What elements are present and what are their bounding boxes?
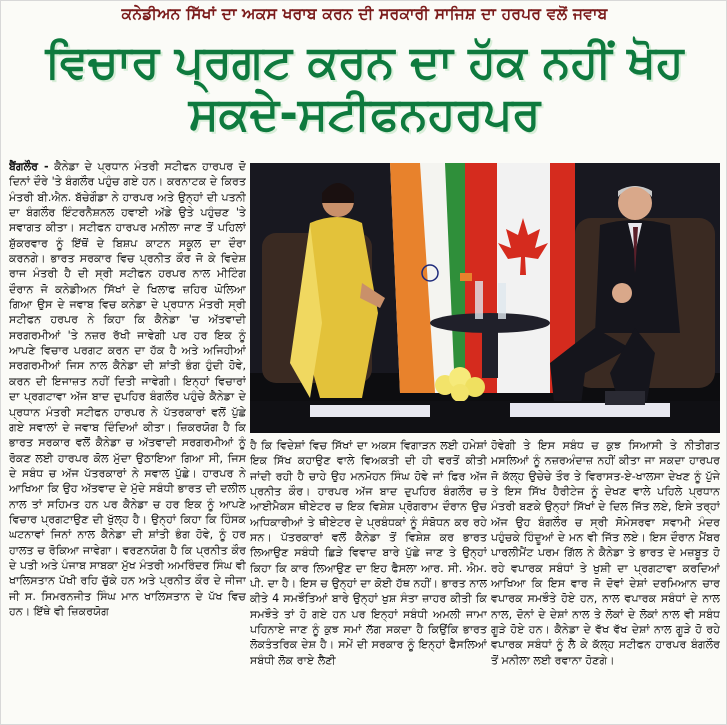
left-column-text: ਕੈਨੇਡਾ ਦੇ ਪ੍ਰਧਾਨ ਮੰਤਰੀ ਸਟੀਫਨ ਹਾਰਪਰ ਦੋ ਦਿਨਾਂ ਦੌਰੇ 'ਤੇ ਬੰਗਲੌਰ ਪਹੁੰਚ ਗਏ ਹਨ। ਕਰਨਾਟਕ ਦੇ ਕਿਰਤ ਮੰਤਰੀ ਬੀ.ਐਨ. ਬੱਚੇਗੌਡਾ ਨੇ ਹਾਰਪਰ ਅਤੇ ਉਨ੍ਹਾਂ ਦੀ ਪਤਨੀ ਦਾ ਬੰਗਲੌਰ ਇੰਟਰਨੈਸ਼ਨਲ ਹਵਾਈ ਅੱਡੇ ਉਤੇ ਪਹੁੰਚਣ 'ਤੇ ਸਵਾਗਤ ਕੀਤਾ। ਸਟੀਫਨ ਹਾਰਪਰ ਮਨੀਲਾ ਜਾਣ ਤੋਂ ਪਹਿਲਾਂ ਸ਼ੁੱਕਰਵਾਰ ਨੂੰ ਇੱਥੋਂ ਦੇ ਬਿਸ਼ਪ ਕਾਟਨ ਸਕੂਲ ਦਾ ਦੌਰਾ ਕਰਨਗੇ। ਭਾਰਤ ਸਰਕਾਰ ਵਿਚ ਪ੍ਰਨੀਤ ਕੌਰ ਜੋ ਕੇ ਵਿਦੇਸ਼ ਰਾਜ ਮੰਤਰੀ ਹੈ ਦੀ ਸ੍ਰੀ ਸਟੀਫਨ ਹਰਪਰ ਨਾਲ ਮੀਟਿੰਗ ਦੌਰਾਨ ਜੋ ਕਨੇਡੀਅਨ ਸਿੱਖਾਂ ਦੇ ਖਿਲਾਫ ਜ਼ਹਿਰ ਘੋਲਿਆ ਗਿਆ ਉਸ ਦੇ ਜਵਾਬ ਵਿਚ ਕਨੇਡਾ ਦੇ ਪ੍ਰਧਾਨ ਮੰਤਰੀ ਸ੍ਰੀ ਸਟੀਫਨ ਹਰਪਰ ਨੇ ਕਿਹਾ ਕਿ ਕੈਨੇਡਾ 'ਚ ਅੱਤਵਾਦੀ ਸਰਗਰਮੀਆਂ 'ਤੇ ਨਜ਼ਰ ਰੱਖੀ ਜਾਵੇਗੀ ਪਰ ਹਰ ਇਕ ਨੂੰ ਆਪਣੇ ਵਿਚਾਰ ਪਰਗਟ ਕਰਨ ਦਾ ਹੱਕ ਹੈ ਅਤੇ ਅਜਿਹੀਆਂ ਸਰਗਰਮੀਆਂ ਜਿਸ ਨਾਲ ਕੈਨੇਡਾ ਦੀ ਸ਼ਾਂਤੀ ਭੰਗ ਹੁੰਦੀ ਹੋਵੇ, ਕਰਨ ਦੀ ਇਜਾਜ਼ਤ ਨਹੀਂ ਦਿਤੀ ਜਾਵੇਗੀ। ਇਨ੍ਹਾਂ ਵਿਚਾਰਾਂ ਦਾ ਪ੍ਰਗਟਾਵਾ ਅੱਜ ਬਾਦ ਦੁਪਹਿਰ ਬੰਗਲੌਰ ਪਹੁੰਚੇ ਕੈਨੇਡਾ ਦੇ ਪ੍ਰਧਾਨ ਮੰਤਰੀ ਸਟੀਫਨ ਹਾਰਪਰ ਨੇ ਪੱਤਰਕਾਰਾਂ ਵਲੋਂ ਪੁੱਛੇ ਗਏ ਸਵਾਲਾਂ ਦੇ ਜਵਾਬ ਦਿੰਦਿਆਂ ਕੀਤਾ। ਜ਼ਿਕਰਯੋਗ ਹੈ ਕਿ ਭਾਰਤ ਸਰਕਾਰ ਵਲੋਂ ਕੈਨੇਡਾ ਚ ਅੱਤਵਾਦੀ ਸਰਗਰਮੀਆਂ ਨੂੰ ਰੋਕਣ ਲਈ ਹਾਰਪਰ ਕੋਲ ਮੁੱਦਾ ਉਠਾਇਆ ਗਿਆ ਸੀ, ਜਿਸ ਦੇ ਸਬੰਧ ਚ ਅੱਜ ਪੱਤਰਕਾਰਾਂ ਨੇ ਸਵਾਲ ਪੁੱਛੇ। ਹਾਰਪਰ ਨੇ ਆਖਿਆ ਕਿ ਉਹ ਅੱਤਵਾਦ ਦੇ ਮੁੱਦੇ ਸਬੰਧੀ ਭਾਰਤ ਦੀ ਦਲੀਲ ਨਾਲ ਤਾਂ ਸਹਿਮਤ ਹਨ ਪਰ ਕੈਨੇਡਾ ਚ ਹਰ ਇਕ ਨੂੰ ਆਪਣੇ ਵਿਚਾਰ ਪ੍ਰਗਟਾਉਣ ਦੀ ਖੁੱਲ੍ਹ ਹੈ। ਉਨ੍ਹਾਂ ਕਿਹਾ ਕਿ ਹਿੰਸਕ ਘਟਨਾਵਾਂ ਜਿਨਾਂ ਨਾਲ ਕੈਨੇਡਾ ਦੀ ਸ਼ਾਂਤੀ ਭੰਗ ਹੋਵੇ, ਨੂੰ ਹਰ ਹਾਲਤ ਚ ਰੋਕਿਆ ਜਾਵੇਗਾ। ਵਰਣਨਯੋਗ ਹੈ ਕਿ ਪ੍ਰਨੀਤ ਕੌਰ ਦੇ ਪਤੀ ਅਤੇ ਪੰਜਾਬ ਸਾਬਕਾ ਮੁੱਖ ਮੰਤਰੀ ਅਮਰਿੰਦਰ ਸਿੰਘ ਵੀ ਖਾਲਿਸਤਾਨ ਪੱਖੀ ਰਹਿ ਚੁੱਕੇ ਹਨ ਅਤੇ ਪ੍ਰਨੀਤ ਕੌਰ ਦੇ ਜੀਜਾ ਜੀ ਸ. ਸਿਮਰਨਜੀਤ ਸਿੰਘ ਮਾਨ ਖਾਲਿਸਤਾਨ ਦੇ ਪੱਖ ਵਿਚ ਹਨ। ਇੱਥੇ ਵੀ ਜ਼ਿਕਰਯੋਗ bbox=[9, 160, 246, 618]
article-column-middle: ਹੈ ਕਿ ਵਿਦੇਸ਼ਾਂ ਵਿਚ ਸਿੱਖਾਂ ਦਾ ਅਕਸ ਵਿਗਾੜਨ ਲਈ ਹਮੇਸ਼ਾਂ ਇਕ ਸਿੱਖ ਕਹਾਉਣ ਵਾਲੇ ਵਿਅਕਤੀ ਦੀ ਹੀ ਵਰਤੋਂ ਕੀਤੀ ਜਾਂਦੀ ਰਹੀ ਹੈ ਚਾਹੇ ਉਹ ਮਨਮੋਹਨ ਸਿੰਘ ਹੋਵੇ ਜਾਂ ਫਿਰ ਅੱਜ ਪ੍ਰਨੀਤ ਕੌਰ। ਹਾਰਪਰ ਅੱਜ ਬਾਦ ਦੁਪਹਿਰ ਬੰਗਲੌਰ ਚ ਆਈਮੈਕਸ ਥੀਏਟਰ ਚ ਇਕ ਵਿਸ਼ੇਸ਼ ਪ੍ਰੋਗਰਾਮ ਦੌਰਾਨ ਉਚ ਅਧਿਕਾਰੀਆਂ ਤੇ ਥੀਏਟਰ ਦੇ ਪ੍ਰਬੰਧਕਾਂ ਨੂੰ ਸੰਬੋਧਨ ਕਰ ਰਹੇ ਸਨ। ਪੱਤਰਕਾਰਾਂ ਵਲੋਂ ਕੈਨੇਡਾ ਤੋਂ ਵਿਸ਼ੇਸ਼ ਕਰ ਭਾਰਤ ਲਿਆਉਣ ਸਬੰਧੀ ਛਿੜੇ ਵਿਵਾਦ ਬਾਰੇ ਪੁੱਛੇ ਜਾਣ ਤੇ ਉਨ੍ਹਾਂ ਕਿਹਾ ਕਿ ਕਾਰ ਲਿਆਉਣ ਦਾ ਇਹ ਫੈਸਲਾ ਆਰ. ਸੀ. ਐਮ. ਪੀ. ਦਾ ਹੈ। ਇਸ ਚ ਉਨ੍ਹਾਂ ਦਾ ਕੋਈ ਹੱਥ ਨਹੀਂ। ਭਾਰਤ ਨਾਲ ਕੀਤੇ 4 ਸਮਝੌਤਿਆਂ ਬਾਰੇ ਉਨ੍ਹਾਂ ਖੁਸ਼ ਸੰਤਾ ਜ਼ਾਹਰ ਕੀਤੀ ਕਿ ਸਮਝੌਤੇ ਤਾਂ ਹੋ ਗਏ ਹਨ ਪਰ ਇਨ੍ਹਾਂ ਸਬੰਧੀ ਅਮਲੀ ਜਾਮਾ ਪਹਿਨਾਏ ਜਾਣ ਨੂੰ ਕੁਝ ਸਮਾਂ ਲੱਗ ਸਕਦਾ ਹੈ ਕਿਉਂਕਿ ਭਾਰਤ ਲੋਕਤੰਤਰਿਕ ਦੇਸ਼ ਹੈ। ਸਮੇਂ ਦੀ ਸਰਕਾਰ ਨੂੰ ਇਨ੍ਹਾਂ ਫੈਸਲਿਆਂ ਸਬੰਧੀ ਲੋਕ ਰਾਏ ਲੈਣੀ bbox=[250, 439, 487, 667]
kicker-subheadline: ਕਨੇਡੀਅਨ ਸਿੱਖਾਂ ਦਾ ਅਕਸ ਖਰਾਬ ਕਰਨ ਦੀ ਸਰਕਾਰੀ ਸਾਜਿਸ਼ ਦਾ ਹਰਪਰ ਵਲੋਂ ਜਵਾਬ bbox=[121, 5, 608, 23]
article-column-left bbox=[9, 159, 246, 721]
news-photo bbox=[250, 163, 720, 433]
headline: ਵਿਚਾਰ ਪ੍ਰਗਟ ਕਰਨ ਦਾ ਹੱਕ ਨਹੀਂ ਖੋਹ ਸਕਦੇ-ਸਟੀਫਨਹਰਪਰ bbox=[45, 36, 684, 140]
article-column-right: ਹੋਵੇਗੀ ਤੇ ਇਸ ਸਬੰਧ ਚ ਕੁਝ ਸਿਆਸੀ ਤੇ ਨੀਤੀਗਤ ਮਸਲਿਆਂ ਨੂੰ ਨਜ਼ਰਅੰਦਾਜ਼ ਨਹੀਂ ਕੀਤਾ ਜਾ ਸਕਦਾ ਹਾਰਪਰ ਜੋ ਕੱਲ੍ਹ ਉਚੇਚੇ ਤੌਰ ਤੇ ਵਿਰਾਸਤ-ਏ-ਖਾਲਸਾ ਦੇਖਣ ਨੂੰ ਪੁੱਜੇ ਤੇ ਇਸ ਸਿੱਖ ਹੈਰੀਟੇਜ ਨੂੰ ਦੇਖਣ ਵਾਲੇ ਪਹਿਲੇ ਪ੍ਰਧਾਨ ਮੰਤਰੀ ਬਣਕੇ ਉਨ੍ਹਾਂ ਸਿੱਖਾਂ ਦੇ ਦਿਲ ਜਿੱਤ ਲਏ, ਇਸੇ ਤਰ੍ਹਾਂ ਅੱਜ ਉਹ ਬੰਗਲੌਰ ਚ ਸ੍ਰੀ ਸੋਮੇਸਰਵਾ ਸਵਾਮੀ ਮੰਦਰ ਪਹੁੰਚਕੇ ਹਿੰਦੂਆਂ ਦੇ ਮਨ ਵੀ ਜਿੱਤ ਲਏ। ਇਸ ਦੌਰਾਨ ਮੈਂਬਰ ਪਾਰਲੀਮੈਂਟ ਪਰਮ ਗਿੱਲ ਨੇ ਕੈਨੇਡਾ ਤੇ ਭਾਰਤ ਦੇ ਮਜ਼ਬੂਤ ਹੋ ਰਹੇ ਵਪਾਰਕ ਸਬੰਧਾਂ ਤੇ ਖੁਸ਼ੀ ਦਾ ਪ੍ਰਗਟਾਵਾ ਕਰਦਿਆਂ ਆਖਿਆ ਕਿ ਇਸ ਵਾਰ ਜੋ ਦੋਵਾਂ ਦੇਸ਼ਾਂ ਦਰਮਿਆਨ ਚਾਰ ਵਪਾਰਕ ਸਮਝੌਤੇ ਹੋਏ ਹਨ, ਨਾਲ ਵਪਾਰਕ ਸਬੰਧਾਂ ਦੇ ਨਾਲ ਨਾਲ, ਦੋਨਾਂ ਦੇ ਦੇਸ਼ਾਂ ਨਾਲ ਤੇ ਲੋਕਾਂ ਦੇ ਲੋਕਾਂ ਨਾਲ ਵੀ ਸਬੰਧ ਗੂੜੇ ਹੋਏ ਹਨ। ਕੈਨੇਡਾ ਦੇ ਵੱਖ ਵੱਖ ਦੇਸ਼ਾਂ ਨਾਲ ਗੂੜੇ ਹੋ ਰਹੇ ਵਪਾਰਕ ਸਬੰਧਾਂ ਨੂੰ ਲੈ ਕੇ ਕੱਲ੍ਹ ਸਟੀਫਨ ਹਾਰਪਰ ਬੰਗਲੌਰ ਤੋਂ ਮਨੀਲਾ ਲਈ ਰਵਾਨਾ ਹੋਣਗੇ। bbox=[491, 439, 720, 667]
meeting-photo-illustration bbox=[250, 163, 720, 433]
india-flag bbox=[390, 163, 465, 393]
dateline: ਬੈਂਗਲੌਰ - bbox=[9, 160, 49, 173]
